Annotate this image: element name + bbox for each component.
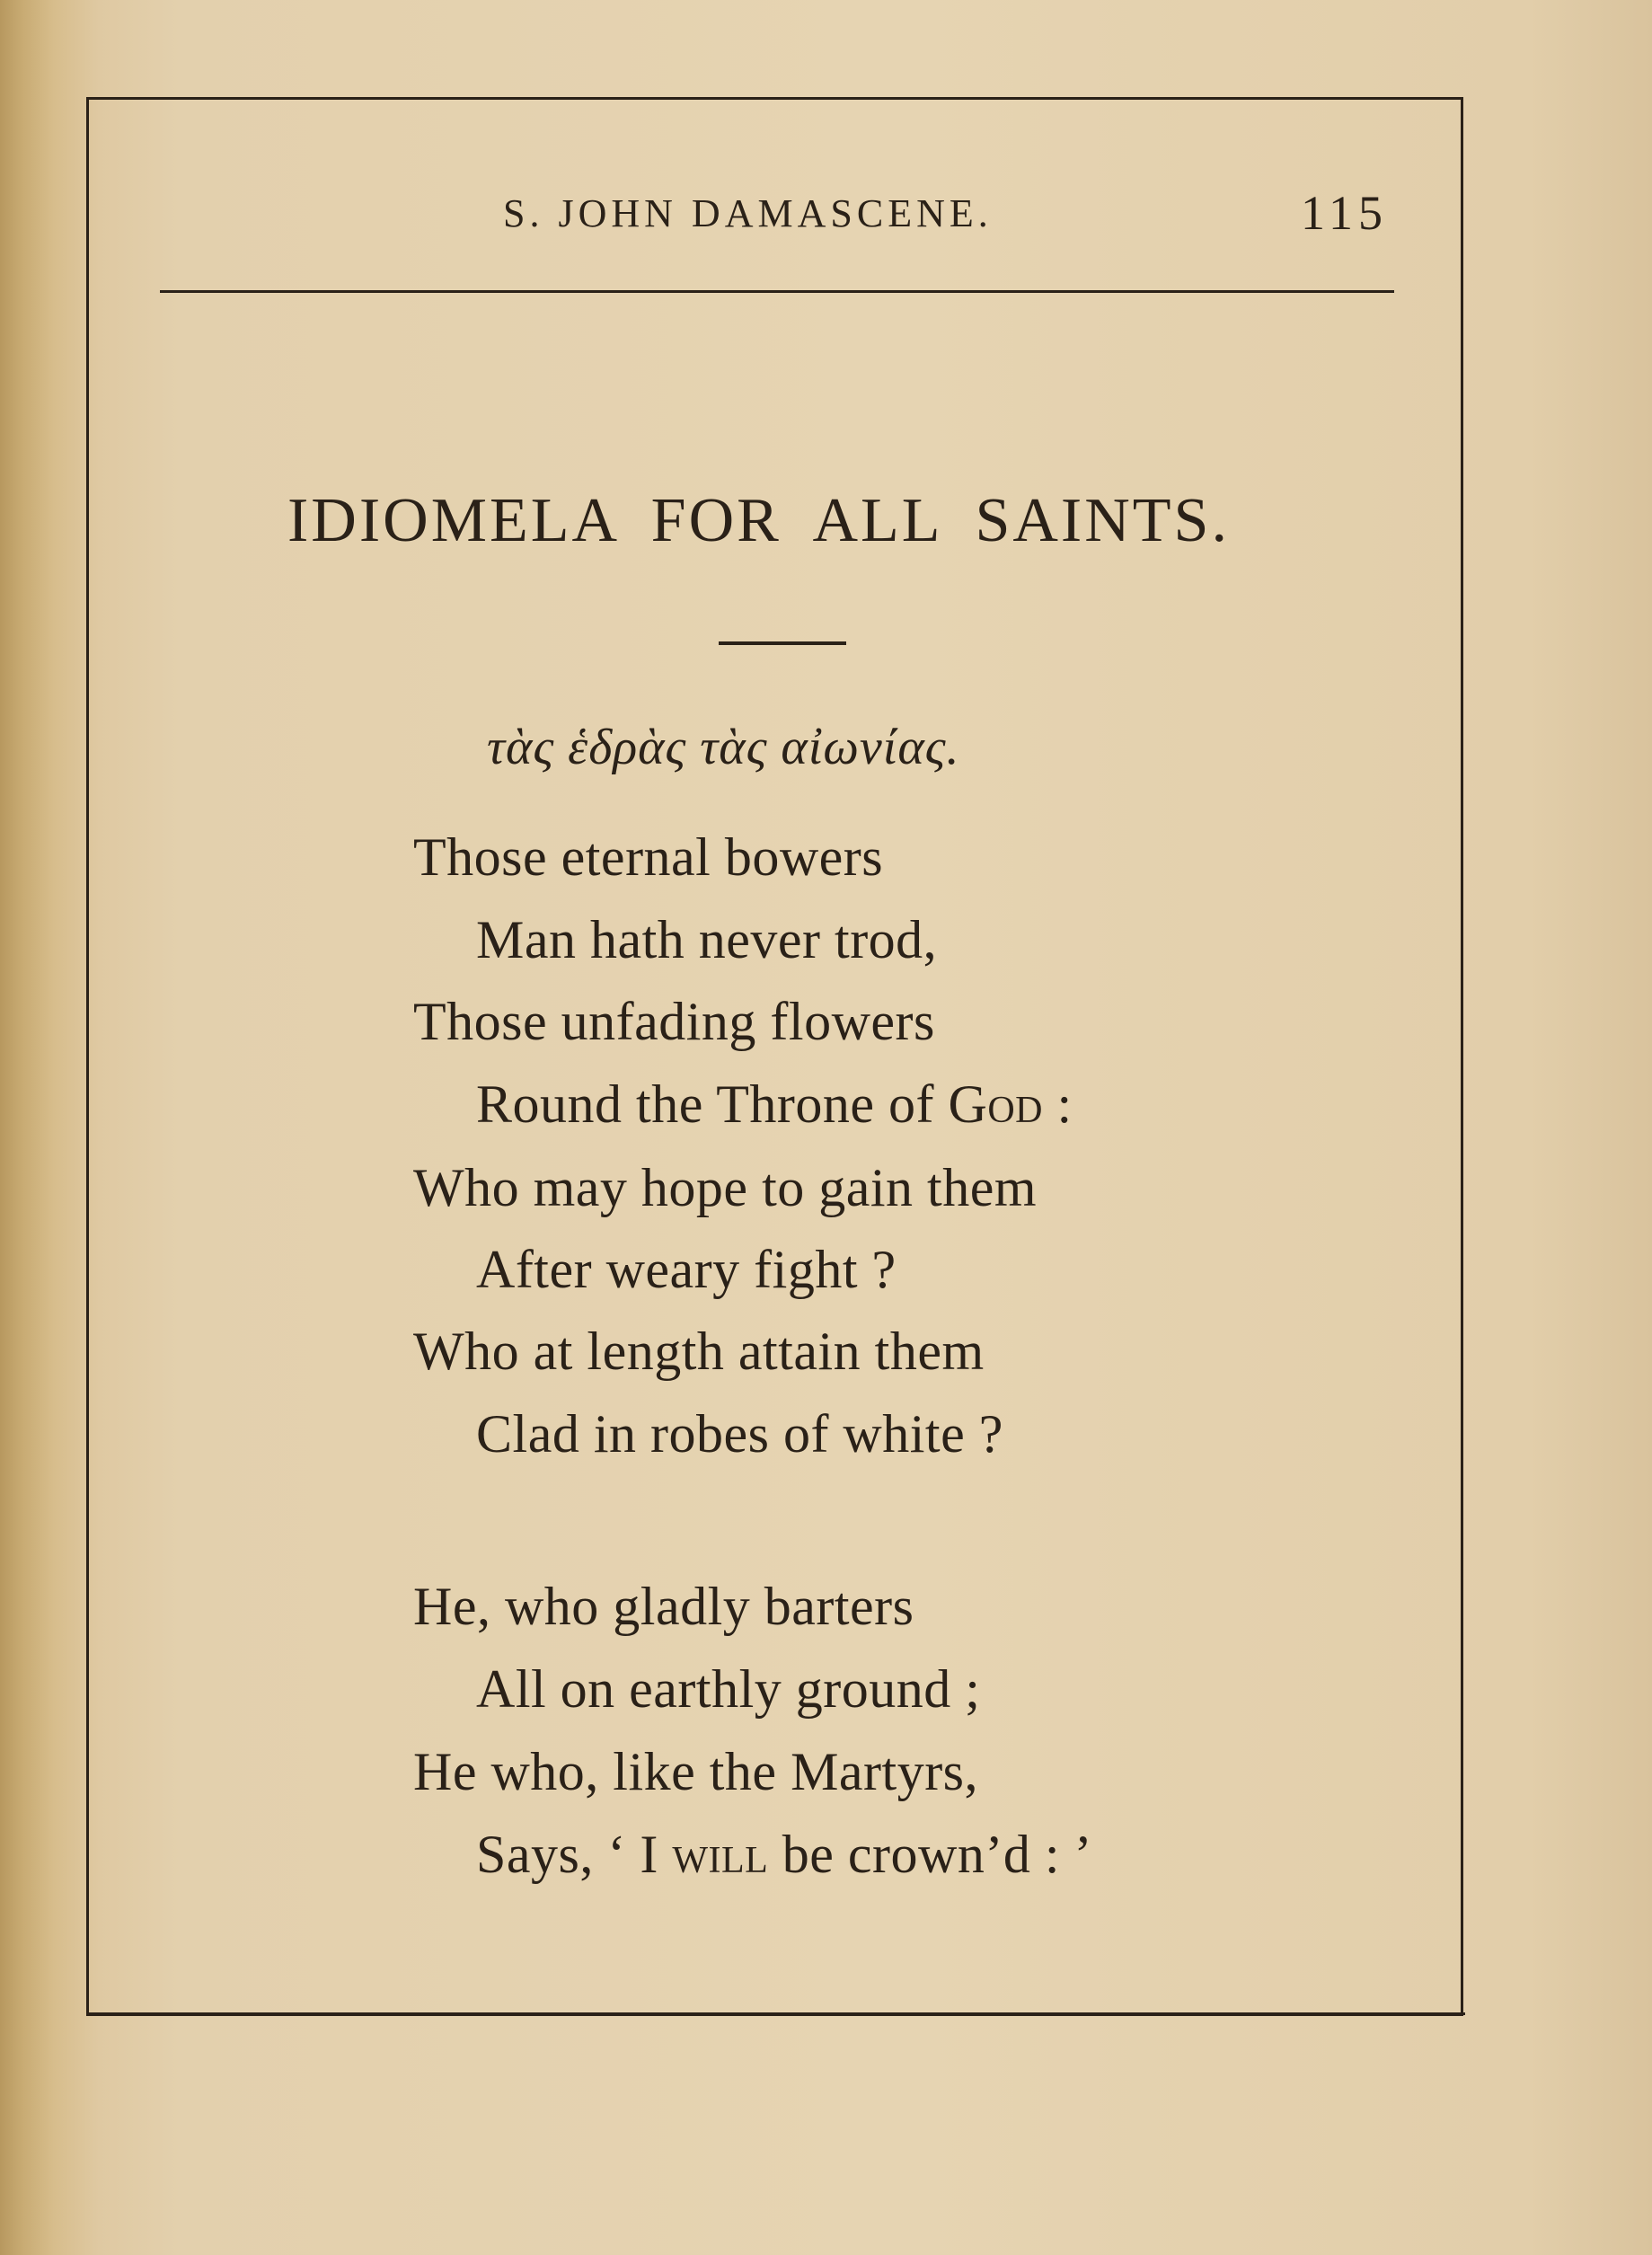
poem-line: He who, like the Martyrs, [413,1742,979,1801]
title-divider [719,641,846,645]
poem-line: Clad in robes of white ? [476,1404,1003,1464]
poem-line: All on earthly ground ; [476,1659,981,1719]
poem-line: Those eternal bowers [413,827,884,887]
poem-line: After weary fight ? [476,1240,897,1299]
emphasis-small-caps: will [672,1825,769,1884]
poem-line [476,1074,1073,1136]
poem-line: Man hath never trod, [476,910,938,969]
poem-line: Who at length attain them [413,1322,985,1381]
line-text: be crown’d : ’ [768,1825,1092,1884]
line-text: Round the Throne of [476,1074,949,1134]
poem-line: Those unfading flowers [413,992,935,1051]
poem-line: He, who gladly barters [413,1577,914,1636]
divine-name-small-caps: God [948,1074,1043,1134]
greek-incipit: τὰς ἑδρὰς τὰς αἰωνίας. [487,720,960,775]
line-punctuation: : [1042,1074,1073,1134]
running-head: S. JOHN DAMASCENE. [503,191,993,235]
line-text: Says, ‘ I [476,1825,673,1884]
poem-line [476,1824,1092,1886]
hymn-title: IDIOMELA FOR ALL SAINTS. [287,486,1230,555]
page-border-frame [86,97,1463,2016]
bottom-rule [86,2012,1465,2015]
poem-line: Who may hope to gain them [413,1158,1038,1217]
header-rule [160,290,1394,293]
page-number: 115 [1301,186,1388,240]
